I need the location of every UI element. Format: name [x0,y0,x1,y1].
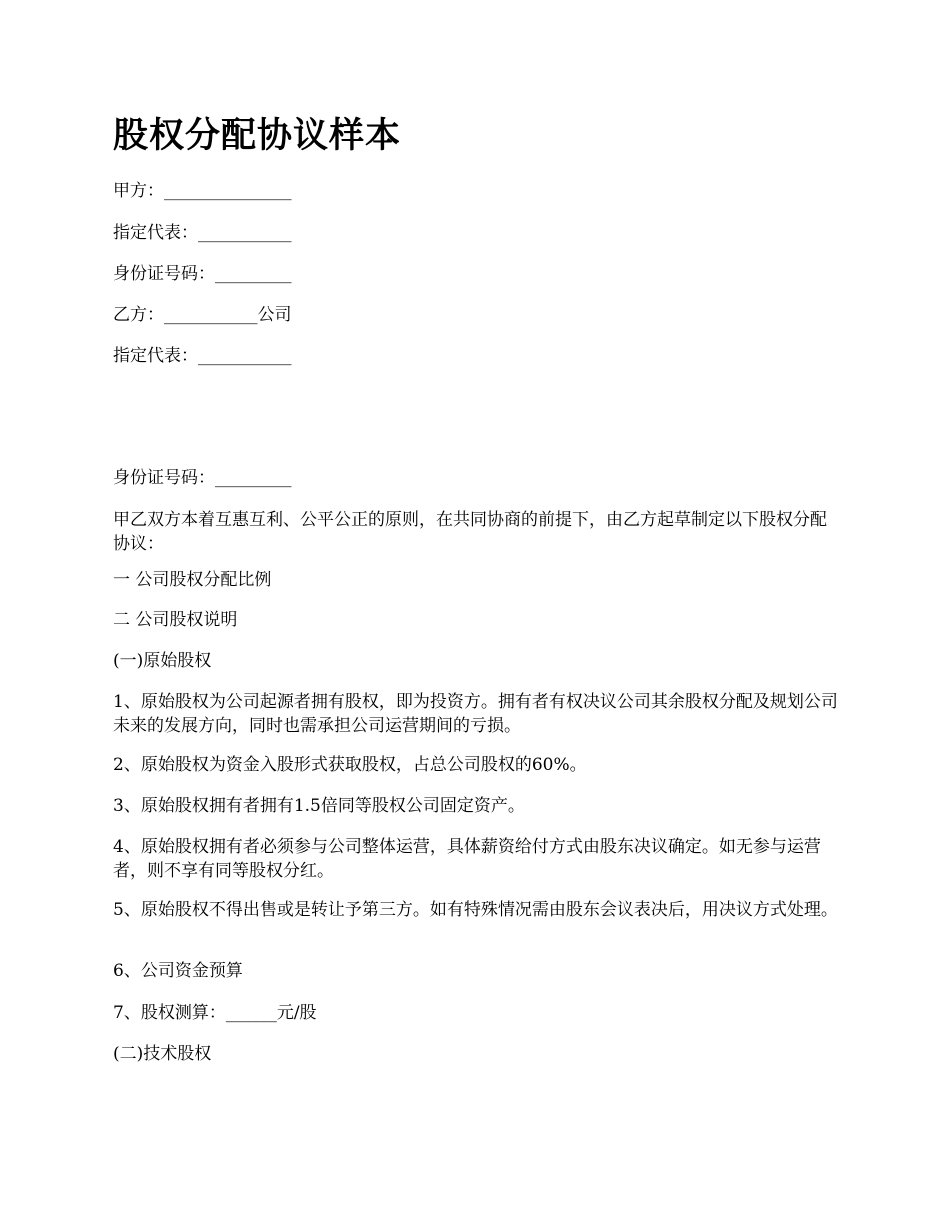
section-heading-2: 二 公司股权说明 [113,610,238,630]
section-heading-1: 一 公司股权分配比例 [113,570,272,590]
clause-3: 3、原始股权拥有者拥有1.5倍同等股权公司固定资产。 [113,796,525,816]
id-number-line-2: 身份证号码：_________ [113,468,292,488]
clause-4: 4、原始股权拥有者必须参与公司整体运营，具体薪资给付方式由股东决议确定。如无参与运营者，则不享有同等股权分红。 [113,837,821,881]
representative-line-2: 指定代表：___________ [113,346,292,366]
clause-7: 7、股权测算：______元/股 [113,1003,317,1023]
subsection-heading-original-equity: (一)原始股权 [113,651,212,671]
subsection-heading-technical-equity: (二)技术股权 [113,1044,212,1064]
party-a-line: 甲方：_______________ [113,181,292,201]
document-title: 股权分配协议样本 [113,115,402,156]
id-number-line-1: 身份证号码：_________ [113,264,292,284]
intro-paragraph: 甲乙双方本着互惠互利、公平公正的原则，在共同协商的前提下，由乙方起草制定以下股权分配协议： [113,510,827,554]
party-b-line: 乙方：___________公司 [113,305,292,325]
clause-2: 2、原始股权为资金入股形式获取股权，占总公司股权的60%。 [113,755,587,775]
clause-1: 1、原始股权为公司起源者拥有股权，即为投资方。拥有者有权决议公司其余股权分配及规划公司未来的发展方向，同时也需承担公司运营期间的亏损。 [113,692,838,736]
clause-6: 6、公司资金预算 [113,961,243,981]
representative-line-1: 指定代表：___________ [113,223,292,243]
clause-5: 5、原始股权不得出售或是转让予第三方。如有特殊情况需由股东会议表决后，用决议方式处理。 [113,900,838,920]
